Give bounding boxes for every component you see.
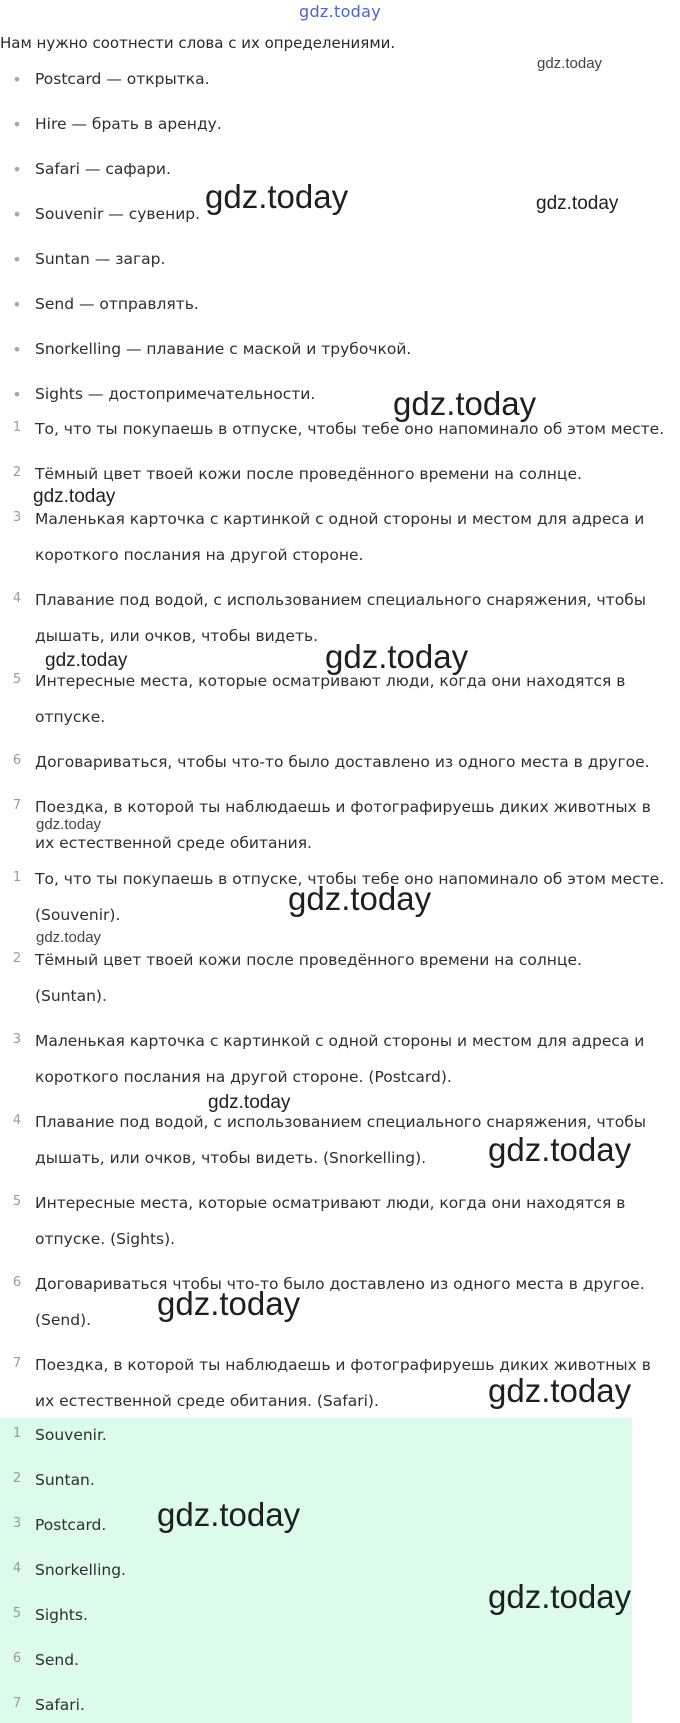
matched-line xyxy=(35,1311,675,1329)
definition-text: То, что ты покупаешь в отпуске, чтобы тебе оно напоминало об этом месте. xyxy=(35,420,665,438)
item-number: 7 xyxy=(12,1696,22,1711)
answer-item xyxy=(12,1696,675,1714)
vocabulary-text: Send — отправлять. xyxy=(35,295,199,313)
matched-text: Договариваться чтобы что-то было доставлено из одного места в другое. xyxy=(35,1275,645,1293)
intro-text: Нам нужно соотнести слова с их определениями. xyxy=(0,34,396,52)
matched-text: отпуске. (Sights). xyxy=(35,1230,176,1248)
definition-line xyxy=(12,465,675,483)
bullet-icon: • xyxy=(12,385,22,404)
matched-line xyxy=(12,1275,675,1293)
matched-text: Плавание под водой, с использованием специального снаряжения, чтобы xyxy=(35,1113,646,1131)
matched-line xyxy=(35,1068,675,1086)
matched-text: Тёмный цвет твоей кожи после проведённого времени на солнце. xyxy=(35,951,582,969)
matched-text: короткого послания на другой стороне. (Postcard). xyxy=(35,1068,452,1086)
item-number: 6 xyxy=(12,1275,22,1290)
definition-line xyxy=(12,420,675,438)
item-number: 3 xyxy=(12,1516,22,1531)
bullet-icon: • xyxy=(12,115,22,134)
definition-line xyxy=(12,591,675,609)
item-number: 3 xyxy=(12,1032,22,1047)
definition-text: Маленькая карточка с картинкой с одной стороны и местом для адреса и xyxy=(35,510,645,528)
matched-line xyxy=(35,1230,675,1248)
vocabulary-item xyxy=(12,160,675,179)
answer-item xyxy=(12,1426,675,1444)
bullet-icon: • xyxy=(12,295,22,314)
item-number: 7 xyxy=(12,1356,22,1371)
answer-text: Souvenir. xyxy=(35,1426,107,1444)
matched-text: (Send). xyxy=(35,1311,92,1329)
site-logo[interactable]: gdz.today xyxy=(299,2,381,21)
definition-text: Поездка, в которой ты наблюдаешь и фотографируешь диких животных в xyxy=(35,798,651,816)
item-number: 2 xyxy=(12,951,22,966)
definition-text: Договариваться, чтобы что-то было доставлено из одного места в другое. xyxy=(35,753,650,771)
bullet-icon: • xyxy=(12,205,22,224)
watermark: gdz.today xyxy=(537,55,603,72)
answer-text: Snorkelling. xyxy=(35,1561,126,1579)
item-number: 3 xyxy=(12,510,22,525)
answer-text: Send. xyxy=(35,1651,79,1669)
item-number: 4 xyxy=(12,1113,22,1128)
definition-line xyxy=(12,798,675,816)
matched-text: дышать, или очков, чтобы видеть. (Snorkelling). xyxy=(35,1149,427,1167)
watermark: gdz.today xyxy=(36,929,102,946)
watermark: gdz.today xyxy=(205,178,349,215)
watermark: gdz.today xyxy=(45,650,128,671)
bullet-icon: • xyxy=(12,340,22,359)
vocabulary-text: Snorkelling — плавание с маской и трубочкой. xyxy=(35,340,412,358)
definition-text: дышать, или очков, чтобы видеть. xyxy=(35,627,319,645)
vocabulary-item xyxy=(12,250,675,269)
item-number: 5 xyxy=(12,1194,22,1209)
item-number: 7 xyxy=(12,798,22,813)
bullet-icon: • xyxy=(12,250,22,269)
watermark: gdz.today xyxy=(325,638,469,675)
item-number: 6 xyxy=(12,753,22,768)
matched-line xyxy=(12,951,675,969)
vocabulary-text: Postcard — открытка. xyxy=(35,70,210,88)
matched-text: То, что ты покупаешь в отпуске, чтобы тебе оно напоминало об этом месте. xyxy=(35,870,665,888)
watermark: gdz.today xyxy=(208,1092,291,1113)
item-number: 1 xyxy=(12,870,22,885)
bullet-icon: • xyxy=(12,160,22,179)
matched-line xyxy=(12,1194,675,1212)
definition-text: короткого послания на другой стороне. xyxy=(35,546,364,564)
matched-text: Поездка, в которой ты наблюдаешь и фотографируешь диких животных в xyxy=(35,1356,651,1374)
vocabulary-text: Safari — сафари. xyxy=(35,160,171,178)
watermark: gdz.today xyxy=(393,385,537,422)
matched-text: (Souvenir). xyxy=(35,906,121,924)
matched-line xyxy=(12,1032,675,1050)
answer-text: Postcard. xyxy=(35,1516,107,1534)
item-number: 5 xyxy=(12,672,22,687)
watermark: gdz.today xyxy=(488,1131,632,1168)
matched-text: (Suntan). xyxy=(35,987,107,1005)
watermark: gdz.today xyxy=(157,1496,301,1533)
matched-text: Маленькая карточка с картинкой с одной стороны и местом для адреса и xyxy=(35,1032,645,1050)
vocabulary-item xyxy=(12,115,675,134)
watermark: gdz.today xyxy=(157,1285,301,1322)
definition-text: Плавание под водой, с использованием специального снаряжения, чтобы xyxy=(35,591,646,609)
matched-line xyxy=(35,987,675,1005)
answer-text: Suntan. xyxy=(35,1471,95,1489)
answer-item xyxy=(12,1516,675,1534)
matched-text: их естественной среде обитания. (Safari). xyxy=(35,1392,379,1410)
bullet-icon: • xyxy=(12,70,22,89)
matched-text: Интересные места, которые осматривают люди, когда они находятся в xyxy=(35,1194,626,1212)
vocabulary-text: Sights — достопримечательности. xyxy=(35,385,316,403)
vocabulary-item xyxy=(12,70,675,89)
definition-line xyxy=(35,708,675,726)
definition-line xyxy=(12,753,675,771)
definition-line xyxy=(12,510,675,528)
definition-line xyxy=(35,834,675,852)
definition-text: отпуске. xyxy=(35,708,106,726)
watermark: gdz.today xyxy=(36,816,102,833)
answer-item xyxy=(12,1561,675,1579)
item-number: 2 xyxy=(12,1471,22,1486)
vocabulary-item xyxy=(12,340,675,359)
item-number: 5 xyxy=(12,1606,22,1621)
item-number: 1 xyxy=(12,420,22,435)
watermark: gdz.today xyxy=(488,1578,632,1615)
answer-item xyxy=(12,1471,675,1489)
definition-text: их естественной среде обитания. xyxy=(35,834,312,852)
definition-line xyxy=(35,546,675,564)
watermark: gdz.today xyxy=(33,486,116,507)
definition-text: Тёмный цвет твоей кожи после проведённого времени на солнце. xyxy=(35,465,582,483)
item-number: 1 xyxy=(12,1426,22,1441)
vocabulary-text: Hire — брать в аренду. xyxy=(35,115,222,133)
watermark: gdz.today xyxy=(488,1372,632,1409)
matched-line xyxy=(12,1113,675,1131)
item-number: 4 xyxy=(12,1561,22,1576)
watermark: gdz.today xyxy=(288,880,432,917)
item-number: 6 xyxy=(12,1651,22,1666)
vocabulary-text: Souvenir — сувенир. xyxy=(35,205,201,223)
definition-text: Интересные места, которые осматривают люди, когда они находятся в xyxy=(35,672,626,690)
watermark: gdz.today xyxy=(536,193,619,214)
answer-item xyxy=(12,1651,675,1669)
vocabulary-text: Suntan — загар. xyxy=(35,250,166,268)
answer-text: Safari. xyxy=(35,1696,85,1714)
item-number: 2 xyxy=(12,465,22,480)
item-number: 4 xyxy=(12,591,22,606)
vocabulary-item xyxy=(12,295,675,314)
answer-text: Sights. xyxy=(35,1606,88,1624)
